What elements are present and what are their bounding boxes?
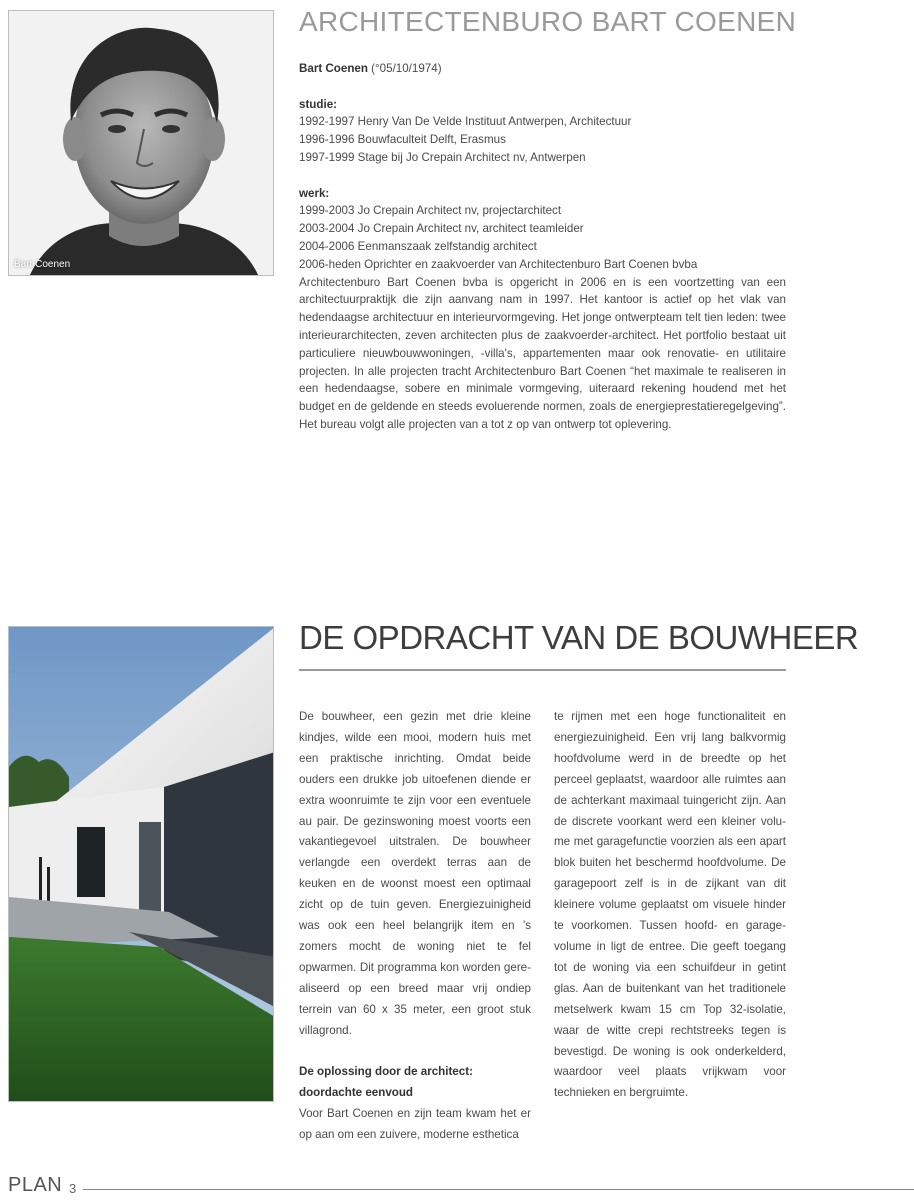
- section-title: DE OPDRACHT VAN DE BOUWHEER: [299, 619, 859, 656]
- studie-item: 1996-1996 Bouwfaculteit Delft, Erasmus: [299, 133, 506, 147]
- footer-page-number: 3: [69, 1181, 77, 1196]
- werk-item: 1999-2003 Jo Crepain Architect nv, projectarchitect: [299, 204, 562, 218]
- portrait-photo: [8, 10, 274, 276]
- col1-paragraph-2: Voor Bart Coenen en zijn team kwam het er op aan om een zuivere, moderne esthetica: [299, 1107, 531, 1142]
- house-photo: [8, 626, 274, 1102]
- bio-block: [299, 60, 786, 434]
- footer-rule: [83, 1189, 914, 1190]
- subheading-line-2: doordachte eenvoud: [299, 1086, 414, 1100]
- bio-birth: (°05/10/1974): [371, 62, 442, 75]
- col1-paragraph: De bouwheer, een gezin met drie kleine kindjes, wilde een mooi, modern huis met een praktische inrichting. Omdat beide ouders een drukke job uitoefenen diende er extra woonruimte te zijn voor een eventuele au pair. De gezinswoning moest voorts een vakantiegevoel uitstralen. De bouwheer verlangde een overdekt terras aan de keuken en de woonst moest een optimaal zicht op de tuin geven. Energiezuinigheid was ook een heel belangrijk item en 's zomers mocht de woning niet te fel opwarmen. Dit programma kon worden gerealiseerd op een breed maar vrij ondiep terrein van 60 x 35 meter, een groot stuk villagrond.: [299, 710, 531, 1037]
- bio-paragraph: Architectenburo Bart Coenen bvba is opgericht in 2006 en is een voortzetting van een architectuurpraktijk die zijn aanvang nam in 1997. Het kantoor is actief op het vlak van hedendaagse architectuur en interieurvormgeving. Het jonge ontwerpteam telt tien leden: twee interieurarchitecten, zeven architecten plus de zaakvoerder-architect. Het portfolio bestaat uit particuliere nieuwbouwwoningen, -villa's, appartementen maar ook renovatie- en utilitaire projecten. In alle projecten tracht Architectenburo Bart Coenen “het maximale te realiseren in een hedendaagse, sobere en minimale vormgeving, uiteraard rekening houdend met het budget en de geldende en steeds evoluerende normen, zoals de energieprestatieregelgeving”. Het bureau volgt alle projecten van a tot z op van ontwerp tot oplevering.: [299, 275, 786, 431]
- house-image: [9, 627, 274, 1102]
- werk-label: werk:: [299, 186, 330, 200]
- page-title: ARCHITECTENBURO BART COENEN: [299, 6, 797, 37]
- text-column-left: [299, 707, 531, 1146]
- werk-item: 2006-heden Oprichter en zaakvoerder van Architectenburo Bart Coenen bvba: [299, 257, 698, 271]
- studie-item: 1992-1997 Henry Van De Velde Instituut Antwerpen, Architectuur: [299, 115, 632, 129]
- subheading-line-1: De oplossing door de architect:: [299, 1065, 473, 1079]
- footer-magazine-name: PLAN: [8, 1174, 63, 1196]
- bio-name-line: [299, 60, 786, 78]
- werk-item: 2003-2004 Jo Crepain Architect nv, architect teamleider: [299, 222, 584, 236]
- portrait-caption: Bart Coenen: [14, 259, 71, 270]
- werk-item: 2004-2006 Eenmanszaak zelfstandig architect: [299, 239, 537, 253]
- col2-paragraph: te rijmen met een hoge functionaliteit en energiezuinigheid. Een vrij lang balkvormig hoofdvolume werd in de breedte op het perceel geplaatst, waardoor alle ruimtes aan de achterkant maximaal tuingericht zijn. Aan de discrete voorkant werd een kleiner volume met garagefunctie voorzien als een apart blok buiten het beschermd hoofdvolume. De garagepoort zelf is in de zijkant van dit kleinere volume geplaatst om visuele hinder te voorkomen. Tussen hoofd- en garagevolume in ligt de entree. Die geeft toegang tot de woning via een schuifdeur in getint glas. Aan de buitenkant van het traditionele metselwerk kwam 15 cm Top 32-isolatie, waar de witte crepi rechtstreeks tegen is bevestigd. De woning is ook onderkelderd, waardoor veel plaats vrijkwam voor technieken en bergruimte.: [554, 710, 786, 1100]
- text-column-right: [554, 707, 786, 1104]
- studie-item: 1997-1999 Stage bij Jo Crepain Architect nv, Antwerpen: [299, 150, 586, 164]
- bio-name: Bart Coenen: [299, 62, 368, 75]
- studie-label: studie:: [299, 97, 338, 111]
- section-divider: [299, 669, 786, 671]
- portrait-image: [9, 11, 274, 276]
